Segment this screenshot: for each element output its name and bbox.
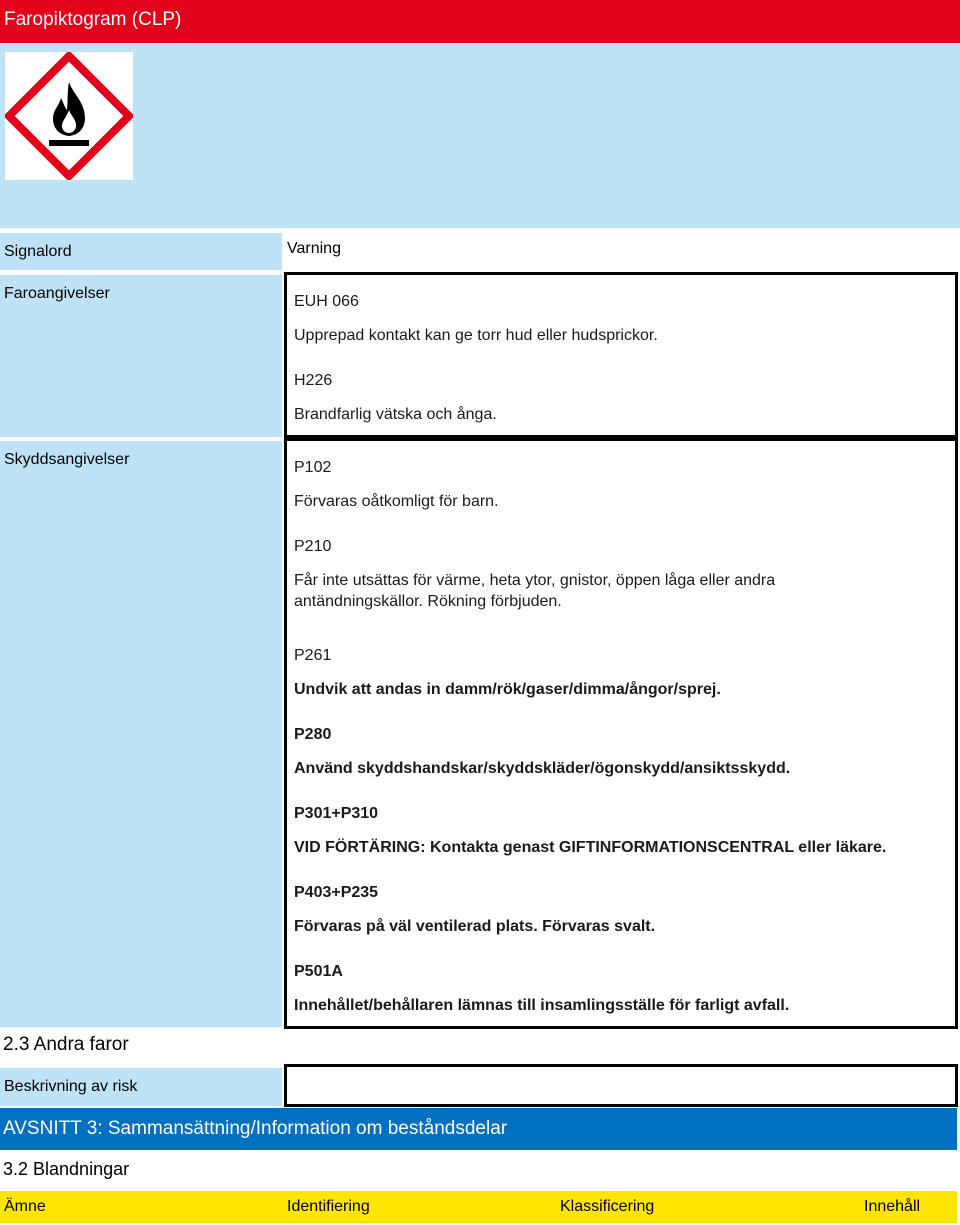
hazard-text: Brandfarlig vätska och ånga. (294, 406, 497, 423)
mixtures-heading: 3.2 Blandningar (3, 1159, 130, 1179)
hazard-statements-box (284, 272, 958, 438)
hazard-code: H226 (294, 372, 333, 389)
column-header-classification: Klassificering (560, 1198, 655, 1215)
pictogram-section-title: Faropiktogram (CLP) (4, 9, 182, 30)
precaution-text: Förvaras oåtkomligt för barn. (294, 493, 499, 510)
other-hazards-heading: 2.3 Andra faror (3, 1034, 129, 1055)
precaution-text: Undvik att andas in damm/rök/gaser/dimma/ångor/sprej. (294, 681, 721, 698)
column-header-identification: Identifiering (287, 1198, 370, 1215)
precaution-text: VID FÖRTÄRING: Kontakta genast GIFTINFORMATIONSCENTRAL eller läkare. (294, 839, 887, 856)
precaution-text: Förvaras på väl ventilerad plats. Förvaras svalt. (294, 918, 656, 935)
precaution-text: Innehållet/behållaren lämnas till insamlingsställe för farligt avfall. (294, 997, 790, 1014)
precaution-code: P210 (294, 538, 332, 555)
pictogram-section-header (0, 0, 960, 43)
signal-word-label: Signalord (0, 233, 282, 270)
precautionary-statements-label: Skyddsangivelser (0, 441, 282, 1027)
hazard-text: Upprepad kontakt kan ge torr hud eller hudsprickor. (294, 327, 658, 344)
risk-description-value (284, 1064, 958, 1107)
precaution-code: P102 (294, 459, 332, 476)
flame-ghs02-icon (5, 52, 133, 180)
precautionary-statements-box (284, 438, 958, 1029)
precaution-code: P501A (294, 963, 343, 980)
hazard-statements-label: Faroangivelser (0, 275, 282, 437)
section3-title: AVSNITT 3: Sammansättning/Information om beståndsdelar (3, 1118, 508, 1139)
risk-description-label: Beskrivning av risk (0, 1068, 282, 1106)
precaution-code: P280 (294, 726, 332, 743)
precaution-text: Använd skyddshandskar/skyddskläder/ögonskydd/ansiktsskydd. (294, 760, 791, 777)
precaution-code: P403+P235 (294, 884, 379, 901)
precaution-code: P301+P310 (294, 805, 379, 822)
column-header-content: Innehåll (864, 1198, 921, 1215)
hazard-code: EUH 066 (294, 293, 359, 310)
precaution-code: P261 (294, 647, 332, 664)
section3-header (0, 1108, 957, 1150)
column-header-substance: Ämne (4, 1198, 46, 1215)
composition-table-header (0, 1191, 957, 1223)
signal-word-value: Varning (287, 240, 341, 257)
pictogram-panel (0, 44, 960, 228)
precaution-text: Får inte utsättas för värme, heta ytor, gnistor, öppen låga eller andra antändningskällor. Rökning förbjuden. (294, 572, 776, 610)
